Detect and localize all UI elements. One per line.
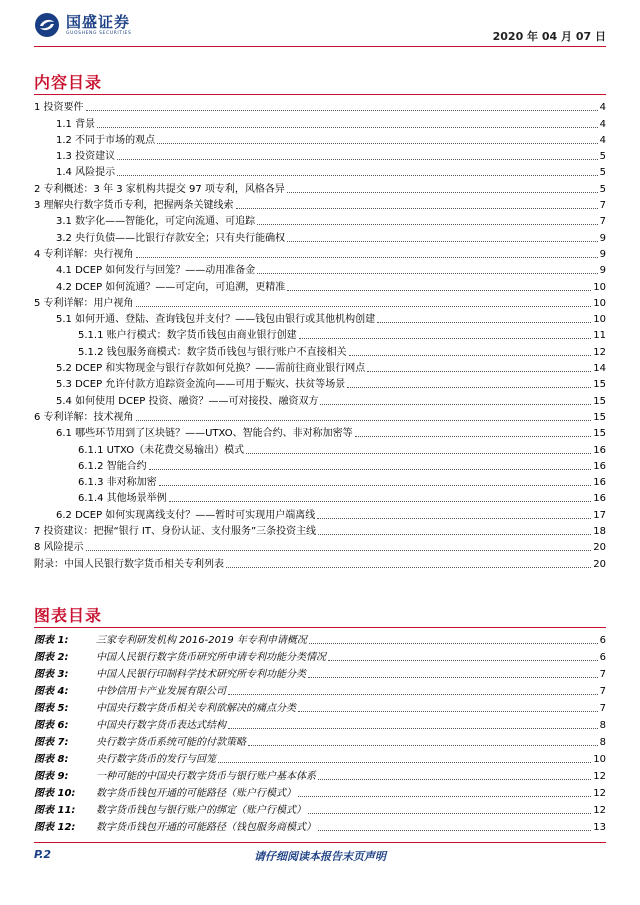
- contents-entry[interactable]: [34, 377, 606, 393]
- dot-leader: [377, 322, 591, 323]
- dot-leader: [318, 779, 591, 780]
- contents-entry-title: 8 风险提示: [34, 542, 84, 554]
- dot-leader: [136, 257, 598, 258]
- dot-leader: [257, 273, 597, 274]
- figure-entry-page: 7: [599, 669, 606, 680]
- page-number: P.2: [34, 848, 52, 861]
- contents-entry[interactable]: [34, 100, 606, 116]
- contents-entry-title: 5 专利详解：用户视角: [34, 297, 134, 309]
- figure-entry[interactable]: [34, 734, 606, 751]
- figure-entry-label: 图表 11:: [34, 805, 76, 816]
- contents-entry-page: 15: [593, 395, 606, 407]
- figures-list: [34, 632, 606, 836]
- contents-entry[interactable]: [34, 165, 606, 181]
- contents-entry[interactable]: [34, 263, 606, 279]
- contents-entry-title: 5.1.2 钱包服务商模式：数字货币钱包与银行账户不直接相关: [78, 346, 347, 358]
- contents-entry-page: 11: [593, 330, 606, 342]
- contents-entry[interactable]: [34, 475, 606, 491]
- contents-entry-title: 1.4 风险提示: [56, 167, 116, 179]
- dot-leader: [228, 694, 598, 695]
- dot-leader: [248, 745, 598, 746]
- contents-entry-page: 4: [599, 134, 606, 146]
- dot-leader: [308, 677, 598, 678]
- dot-leader: [320, 404, 591, 405]
- contents-entry-title: 6.1.4 其他场景举例: [78, 493, 167, 505]
- contents-entry-page: 4: [599, 102, 606, 114]
- contents-entry-title: 3.1 数字化——智能化，可定向流通、可追踪: [56, 216, 256, 228]
- figure-entry-label: 图表 7:: [34, 737, 69, 748]
- dot-leader: [228, 728, 598, 729]
- figure-entry-label: 图表 3:: [34, 669, 69, 680]
- dot-leader: [298, 796, 591, 797]
- contents-entry-title: 6.1.1 UTXO（未花费交易输出）模式: [78, 444, 245, 456]
- figure-entry-title: 央行数字货币的发行与回笼: [96, 754, 216, 765]
- dot-leader: [317, 518, 591, 519]
- dot-leader: [347, 387, 591, 388]
- dot-leader: [218, 762, 591, 763]
- contents-entry[interactable]: [34, 328, 606, 344]
- contents-entry-title: 3 理解央行数字货币专利，把握两条关键线索: [34, 200, 234, 212]
- brand-name-cn: 国盛证券: [66, 12, 131, 31]
- contents-entry-title: 6.2 DCEP 如何实现离线支付？——暂时可实现用户端离线: [56, 509, 316, 521]
- contents-entry-title: 5.1 如何开通、登陆、查询钱包并支付？——钱包由银行或其他机构创建: [56, 314, 376, 326]
- contents-entry[interactable]: [34, 459, 606, 475]
- contents-entry-page: 20: [593, 542, 606, 554]
- contents-entry[interactable]: [34, 198, 606, 214]
- dot-leader: [97, 127, 598, 128]
- contents-entry-page: 9: [599, 248, 606, 260]
- contents-entry-title: 4 专利详解：央行视角: [34, 248, 134, 260]
- contents-entry-page: 15: [593, 379, 606, 391]
- contents-entry-page: 10: [593, 281, 606, 293]
- header-divider: [34, 46, 606, 47]
- figure-entry-label: 图表 1:: [34, 635, 69, 646]
- figure-entry[interactable]: [34, 632, 606, 649]
- contents-entry[interactable]: [34, 524, 606, 540]
- dot-leader: [159, 485, 592, 486]
- figure-entry-title: 中国央行数字货币表达式结构: [96, 720, 226, 731]
- contents-entry-title: 附录：中国人民银行数字货币相关专利列表: [34, 558, 224, 570]
- contents-entry[interactable]: [34, 393, 606, 409]
- figure-entry-label: 图表 12:: [34, 822, 76, 833]
- dot-leader: [226, 567, 591, 568]
- figure-entry-label: 图表 8:: [34, 754, 69, 765]
- page-header: [34, 0, 606, 47]
- contents-entry-title: 2 专利概述：3 年 3 家机构共提交 97 项专利，风格各异: [34, 183, 285, 195]
- figure-entry-page: 7: [599, 686, 606, 697]
- contents-entry-title: 5.3 DCEP 允许付款方追踪资金流向——可用于赈灾、扶贫等场景: [56, 379, 346, 391]
- figure-entry-page: 12: [593, 805, 606, 816]
- dot-leader: [136, 420, 592, 421]
- figure-entry-page: 12: [593, 771, 606, 782]
- brand-name-en: GUOSHENG SECURITIES: [66, 30, 132, 36]
- contents-entry-title: 1.3 投资建议: [56, 151, 116, 163]
- contents-entry[interactable]: [34, 426, 606, 442]
- dot-leader: [287, 290, 591, 291]
- contents-entry-title: 5.4 如何使用 DCEP 投资、融资？——可对接投、融资双方: [56, 395, 319, 407]
- figure-entry-title: 数字货币钱包开通的可能路径（钱包服务商模式）: [96, 822, 316, 833]
- figures-title: 图表目录: [34, 606, 103, 625]
- contents-entry-title: 1.2 不同于市场的观点: [56, 134, 156, 146]
- dot-leader: [136, 306, 592, 307]
- dot-leader: [287, 241, 598, 242]
- figure-entry-label: 图表 6:: [34, 720, 69, 731]
- contents-entry-page: 16: [593, 444, 606, 456]
- figure-entry-page: 10: [593, 754, 606, 765]
- figure-entry-page: 12: [593, 788, 606, 799]
- figure-entry-label: 图表 4:: [34, 686, 69, 697]
- dot-leader: [328, 660, 598, 661]
- contents-entry-title: 6.1.3 非对称加密: [78, 477, 157, 489]
- contents-entry[interactable]: [34, 133, 606, 149]
- contents-entry[interactable]: [34, 410, 606, 426]
- contents-entry-page: 12: [593, 346, 606, 358]
- dot-leader: [318, 534, 591, 535]
- contents-entry-title: 1.1 背景: [56, 118, 96, 130]
- figure-entry-title: 一种可能的中国央行数字货币与银行账户基本体系: [96, 771, 316, 782]
- contents-entry[interactable]: [34, 247, 606, 263]
- dot-leader: [298, 711, 598, 712]
- figure-entry-title: 数字货币钱包开通的可能路径（账户行模式）: [96, 788, 296, 799]
- figure-entry-label: 图表 5:: [34, 703, 69, 714]
- contents-entry[interactable]: [34, 556, 606, 572]
- dot-leader: [287, 192, 598, 193]
- dot-leader: [367, 371, 591, 372]
- contents-entry-title: 5.2 DCEP 和实物现金与银行存款如何兑换？——需前往商业银行网点: [56, 363, 366, 375]
- dot-leader: [117, 175, 598, 176]
- dot-leader: [299, 338, 592, 339]
- contents-entry-page: 20: [593, 558, 606, 570]
- disclaimer-note: 请仔细阅读本报告末页声明: [254, 850, 386, 863]
- contents-entry-page: 14: [593, 363, 606, 375]
- contents-entry-page: 7: [599, 216, 606, 228]
- contents-entry[interactable]: [34, 296, 606, 312]
- figure-entry-title: 三家专利研发机构 2016-2019 年专利申请概况: [96, 635, 307, 646]
- contents-entry[interactable]: [34, 214, 606, 230]
- figure-entry[interactable]: [34, 717, 606, 734]
- contents-entry[interactable]: [34, 312, 606, 328]
- figure-entry-label: 图表 9:: [34, 771, 69, 782]
- contents-entry-page: 10: [593, 314, 606, 326]
- contents-entry-page: 16: [593, 493, 606, 505]
- contents-entry-title: 3.2 央行负债——比银行存款安全；只有央行能确权: [56, 232, 286, 244]
- dot-leader: [157, 143, 598, 144]
- dot-leader: [308, 813, 591, 814]
- contents-title: 内容目录: [34, 73, 103, 92]
- contents-entry-page: 15: [593, 428, 606, 440]
- figure-entry-page: 13: [593, 822, 606, 833]
- figure-entry[interactable]: [34, 666, 606, 683]
- contents-entry[interactable]: [34, 279, 606, 295]
- figure-entry-title: 中国人民银行数字货币研究所申请专利功能分类情况: [96, 652, 326, 663]
- figure-entry[interactable]: [34, 768, 606, 785]
- figure-entry[interactable]: [34, 802, 606, 819]
- contents-entry[interactable]: [34, 540, 606, 556]
- guosheng-logo-icon: [34, 12, 60, 38]
- contents-entry-title: 4.2 DCEP 如何流通？——可定向，可追溯，更精准: [56, 281, 286, 293]
- figure-entry-title: 央行数字货币系统可能的付款策略: [96, 737, 246, 748]
- contents-entry-page: 9: [599, 232, 606, 244]
- contents-entry-page: 4: [599, 118, 606, 130]
- contents-entry[interactable]: [34, 181, 606, 197]
- dot-leader: [236, 208, 598, 209]
- figures-divider: [34, 627, 606, 628]
- contents-entry-page: 17: [593, 509, 606, 521]
- figure-entry-page: 6: [599, 652, 606, 663]
- contents-entry[interactable]: [34, 116, 606, 132]
- figure-entry-label: 图表 2:: [34, 652, 69, 663]
- contents-entry[interactable]: [34, 361, 606, 377]
- figure-entry-label: 图表 10:: [34, 788, 76, 799]
- figure-entry[interactable]: [34, 683, 606, 700]
- dot-leader: [149, 469, 592, 470]
- contents-entry-page: 5: [599, 167, 606, 179]
- contents-entry-page: 15: [593, 411, 606, 423]
- figure-entry-title: 中国人民银行印制科学技术研究所专利功能分类: [96, 669, 306, 680]
- dot-leader: [309, 643, 598, 644]
- contents-entry[interactable]: [34, 442, 606, 458]
- contents-entry-page: 16: [593, 460, 606, 472]
- contents-list: [34, 100, 606, 573]
- contents-entry-page: 7: [599, 200, 606, 212]
- contents-entry-page: 9: [599, 265, 606, 277]
- contents-entry-title: 1 投资要件: [34, 102, 84, 114]
- figure-entry-title: 数字货币钱包与银行账户的绑定（账户行模式）: [96, 805, 306, 816]
- figure-entry-page: 8: [599, 720, 606, 731]
- brand-logo: [34, 12, 131, 38]
- figure-entry-title: 中钞信用卡产业发展有限公司: [96, 686, 226, 697]
- contents-entry[interactable]: [34, 491, 606, 507]
- dot-leader: [349, 355, 592, 356]
- dot-leader: [246, 453, 591, 454]
- contents-entry[interactable]: [34, 149, 606, 165]
- contents-entry-page: 18: [593, 526, 606, 538]
- contents-entry-title: 6.1 哪些环节用到了区块链？——UTXO、智能合约、非对称加密等: [56, 428, 353, 440]
- figure-entry-title: 中国央行数字货币相关专利欲解决的痛点分类: [96, 703, 296, 714]
- figure-entry[interactable]: [34, 819, 606, 836]
- figure-entry[interactable]: [34, 649, 606, 666]
- contents-entry-page: 5: [599, 183, 606, 195]
- dot-leader: [318, 830, 591, 831]
- figure-entry[interactable]: [34, 785, 606, 802]
- contents-entry[interactable]: [34, 344, 606, 360]
- dot-leader: [86, 550, 592, 551]
- contents-entry-page: 16: [593, 477, 606, 489]
- contents-entry-title: 5.1.1 账户行模式：数字货币钱包由商业银行创建: [78, 330, 297, 342]
- dot-leader: [257, 224, 598, 225]
- report-date: 2020 年 04 月 07 日: [492, 30, 606, 43]
- dot-leader: [355, 436, 592, 437]
- contents-entry-title: 4.1 DCEP 如何发行与回笼？——动用准备金: [56, 265, 256, 277]
- dot-leader: [86, 110, 598, 111]
- figure-entry-page: 7: [599, 703, 606, 714]
- figure-entry[interactable]: [34, 700, 606, 717]
- contents-entry-page: 5: [599, 151, 606, 163]
- footer-divider: [34, 842, 606, 843]
- figure-entry-page: 6: [599, 635, 606, 646]
- dot-leader: [117, 159, 598, 160]
- contents-entry-title: 7 投资建议：把握“银行 IT、身份认证、支付服务”三条投资主线: [34, 526, 317, 538]
- contents-entry[interactable]: [34, 507, 606, 523]
- contents-entry-page: 10: [593, 297, 606, 309]
- contents-entry-title: 6.1.2 智能合约: [78, 460, 147, 472]
- contents-divider: [34, 94, 606, 95]
- figure-entry-page: 8: [599, 737, 606, 748]
- dot-leader: [169, 501, 592, 502]
- figure-entry[interactable]: [34, 751, 606, 768]
- contents-entry[interactable]: [34, 230, 606, 246]
- contents-entry-title: 6 专利详解：技术视角: [34, 411, 134, 423]
